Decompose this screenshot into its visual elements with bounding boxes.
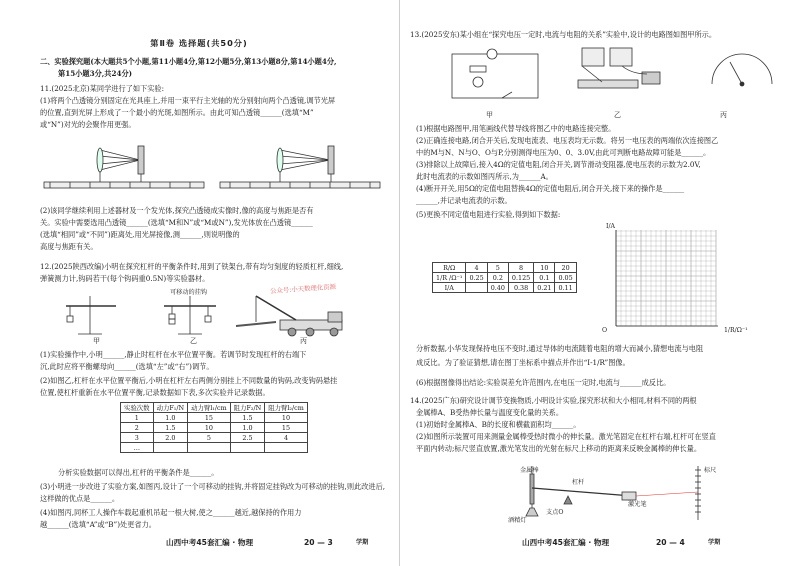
grid-lines: [616, 230, 716, 326]
table-cell: 4: [265, 433, 308, 443]
table-cell: [265, 443, 308, 453]
lever-fig-b: [164, 296, 216, 334]
q13-line5: (3)排除以上故障后,接入4Ω的定值电阻,闭合开关,调节滑动变阻器,使电压表的示数为2.0V,: [416, 160, 701, 169]
table-cell: …: [121, 443, 154, 453]
q13-line8: ______,并记录电流表的示数。: [416, 196, 512, 205]
table-cell: 1.5: [230, 413, 265, 423]
q11-title: 11.(2025北京)某同学进行了如下实验:: [40, 84, 165, 93]
movable-hook-label: 可移动的挂钩: [170, 289, 208, 296]
q13-line6: 此时电流表的示数如图丙所示,为______A。: [416, 172, 553, 181]
q13-line7: (4)断开开关,用5Ω的定值电阻替换4Ω的定值电阻后,闭合开关,接下来的操作是______: [416, 184, 685, 193]
table-cell: 0.2: [487, 273, 508, 283]
ammeter-dial: [712, 54, 772, 86]
q14-line3: (1)初始时金属棒A、B的长度和横截面积均______。: [416, 420, 581, 429]
q13-caption-a: 甲: [486, 111, 493, 119]
q14-apparatus-figure: [512, 462, 712, 524]
q13-line4: 中的M与N、N与O、O与P,分别测得电压为0、0、3.0V,由此可判断电路故障可能是______。: [416, 148, 711, 157]
right-page: [402, 0, 800, 566]
label-alcohol-lamp: 酒精灯: [508, 517, 527, 524]
optical-bench-2: [220, 146, 380, 188]
page-fold: [399, 0, 400, 566]
footer-mark: 学期: [356, 539, 369, 546]
table-cell: 0.1: [534, 273, 555, 283]
table-cell: 10: [188, 423, 231, 433]
q13-line3: (2)正确连接电路,闭合开关后,发现电流表、电压表均无示数。将另一电压表的两端依次连接图乙: [416, 136, 719, 145]
table-cell: 0.40: [487, 283, 508, 293]
q12-title: 12.(2025陕西改编)小明在探究杠杆的平衡条件时,用到了铁架台,带有均匀刻度的轻质杠杆,细线,: [40, 262, 344, 271]
q12-line3: (1)实验操作中,小明______,静止时杠杆在水平位置平衡。若调节时发现杠杆的右端下: [40, 350, 307, 359]
fig-caption-b: 乙: [190, 337, 197, 345]
q12-line2: 弹簧测力计,钩码若干(每个钩码重0.5N)等实验器材。: [40, 274, 210, 283]
table-header-cell: 实验次数: [121, 403, 154, 413]
table-cell: 4: [466, 263, 487, 273]
crane-truck-fig: [236, 296, 342, 336]
q12-data-table: [120, 402, 308, 453]
table-row: [121, 423, 308, 433]
q11-line6: 关。实验中需要选用凸透镜______(选填“M和N”或“M或N”),发光体放在凸透镜______: [40, 218, 313, 227]
footer-title: 山西中考45套汇编 · 物理: [166, 538, 254, 547]
label-pivot: 支点O: [546, 509, 564, 516]
footer-page: 20 — 3: [304, 538, 333, 547]
footer-title: 山西中考45套汇编 · 物理: [522, 538, 610, 547]
table-row: [121, 413, 308, 423]
table-cell: 8: [508, 263, 533, 273]
table-cell: 15: [188, 413, 231, 423]
table-cell: 5: [487, 263, 508, 273]
table-header-cell: 阻力臂l₂/cm: [265, 403, 308, 413]
q11-line5: (2)该同学继续利用上述器材及一个发光体,探究凸透镜成实像时,像的高度与焦距是否有: [40, 206, 314, 215]
q14-title: 14.(2025广东)研究设计调节变换物质,小明设计实验,探究形状和大小相同,材料不同的两根: [410, 396, 697, 405]
q13-caption-b: 乙: [614, 111, 621, 119]
table-row: [121, 433, 308, 443]
q13-data-table: [432, 262, 577, 293]
q13-line12: (6)根据图像得出结论:实验误差允许范围内,在电压一定时,电流与______成反比。: [416, 378, 671, 387]
part2-line1: 二、实验探究题(本大题共5个小题,第11小题4分,第12小题5分,第13小题8分,第14小题4分,: [40, 57, 337, 66]
q12-line11: 越______(选填“A”或“B”)处更省力。: [40, 520, 156, 529]
table-cell: 2.5: [230, 433, 265, 443]
table-header-row: [121, 403, 308, 413]
table-row: [121, 443, 308, 453]
q11-line8: 高度与焦距有关。: [40, 242, 98, 251]
table-cell: 10: [265, 413, 308, 423]
q12-line10: (4)如图丙,同杯工人操作车载起重机吊起一根大树,使之______越近,越保持的作用力: [40, 508, 302, 517]
label-laser-pointer: 激光笔: [628, 501, 647, 508]
optical-bench-1: [44, 146, 204, 188]
q13-title: 13.(2025安东)某小组在“探究电压一定时,电流与电阻的关系”实验中,设计的电路图如图甲所示。: [410, 30, 717, 39]
table-cell: 1.0: [230, 423, 265, 433]
q11-line2: (1)将两个凸透镜分别固定在光具座上,并用一束平行主光轴的光分别射向两个凸透镜,调节光屏: [40, 96, 336, 105]
physical-circuit: [578, 48, 660, 88]
table-cell: 5: [188, 433, 231, 443]
q13-line9: (5)更换不同定值电阻进行实验,得到如下数据:: [416, 210, 561, 219]
table-cell: 1/R /Ω⁻¹: [433, 273, 466, 283]
q14-line4: (2)如图所示装置可用来测量金属棒受热时微小的伸长量。激光笔固定在杠杆右端,杠杆可在竖直: [416, 432, 716, 441]
table-cell: [153, 443, 188, 453]
q13-line10: 分析数据,小华发现保持电压不变时,通过导体的电流随着电阻的增大而减小,猜想电流与电阻: [416, 344, 704, 353]
table-cell: 0.25: [466, 273, 487, 283]
graph-y-label: I/A: [606, 223, 615, 230]
table-cell: [230, 443, 265, 453]
q12-line4: 沉,此时应将平衡螺母向______(选填“左”或“右”)调节。: [40, 362, 214, 371]
label-lever: 杠杆: [572, 479, 585, 486]
q14-line5: 平面内转动;标尺竖直放置,激光笔发出的光射在标尺上移动的距离来反映金属棒的伸长量。: [416, 444, 702, 453]
q13-caption-c: 丙: [720, 111, 727, 119]
table-cell: R/Ω: [433, 263, 466, 273]
table-cell: 2.0: [153, 433, 188, 443]
table-cell: 20: [555, 263, 576, 273]
table-cell: 2: [121, 423, 154, 433]
table-row: [433, 283, 577, 293]
fig-caption-c: 丙: [300, 337, 307, 345]
lever-fig-a: [66, 296, 116, 334]
table-cell: [188, 443, 231, 453]
table-cell: 15: [265, 423, 308, 433]
label-metal-rod: 金属棒: [520, 467, 539, 474]
q12-lever-figures: [60, 292, 360, 338]
table-row: [433, 273, 577, 283]
table-cell: 0.05: [555, 273, 576, 283]
table-cell: 1.0: [153, 413, 188, 423]
table-cell: 0.21: [534, 283, 555, 293]
graph-x-label: 1/R/Ω⁻¹: [724, 327, 748, 334]
watermark: 公众号:小天数理化资源: [269, 282, 337, 296]
table-header-cell: 阻力F₂/N: [230, 403, 265, 413]
q13-graph-grid: [610, 226, 730, 336]
table-cell: 0.38: [508, 283, 533, 293]
table-cell: [466, 283, 487, 293]
q13-line11: 成反比。为了验证猜想,请在图丁坐标系中描点并作出“I-1/R”图像。: [416, 358, 630, 367]
table-cell: I/A: [433, 283, 466, 293]
q12-line5: (2)如图乙,杠杆在水平位置平衡后,小明在杠杆左右两侧分别挂上不同数量的钩码,改变钩码悬挂: [40, 376, 338, 385]
table-cell: 0.125: [508, 273, 533, 283]
table-cell: 0.11: [555, 283, 576, 293]
table-header-cell: 动力臂l₁/cm: [188, 403, 231, 413]
part2-line2: 第15小题3分,共24分): [58, 69, 133, 78]
q14-line2: 金属棒A、B受热伸长量与温度变化量的关系。: [416, 408, 564, 417]
label-scale: 标尺: [704, 467, 717, 474]
q12-line9: 这样做的优点是______。: [40, 494, 120, 503]
circuit-diagram: [452, 49, 538, 98]
q11-optical-bench-figure: [40, 138, 385, 198]
q12-line6: 位置,使杠杆重新在水平位置平衡,记录数据如下表,多次实验并记录数据。: [40, 388, 270, 397]
left-page: [0, 0, 398, 566]
q13-line2: (1)根据电路图甲,用笔画线代替导线将图乙中的电路连接完整。: [416, 124, 616, 133]
q11-line4: 或“N”)对光的会聚作用更强。: [40, 120, 136, 129]
footer-mark: 学期: [708, 539, 721, 546]
table-row: [433, 263, 577, 273]
table-header-cell: 动力F₁/N: [153, 403, 188, 413]
section-title: 第Ⅱ卷 选择题(共50分): [150, 38, 248, 48]
q12-line8: (3)小明进一步改进了实验方案,如图丙,设计了一个可移动的挂钩,并将固定挂钩改为可移动的挂钩,则此改进后,: [40, 482, 386, 491]
fig-caption-a: 甲: [93, 337, 100, 345]
q13-circuit-figures: [442, 44, 782, 108]
table-cell: 3: [121, 433, 154, 443]
q11-line3: 的位置,直到光屏上形成了一个最小的光斑,如图所示。由此可知凸透镜______(选填“M”: [40, 108, 314, 117]
table-cell: 1: [121, 413, 154, 423]
q12-line7: 分析实验数据可以得出,杠杆的平衡条件是______。: [58, 468, 219, 477]
footer-page: 20 — 4: [656, 538, 685, 547]
graph-origin: O: [602, 327, 608, 334]
table-cell: 1.5: [153, 423, 188, 433]
table-cell: 10: [534, 263, 555, 273]
q11-line7: (选填“相同”或“不同”)距离处,用光屏接像,测______,则说明像的: [40, 230, 240, 239]
